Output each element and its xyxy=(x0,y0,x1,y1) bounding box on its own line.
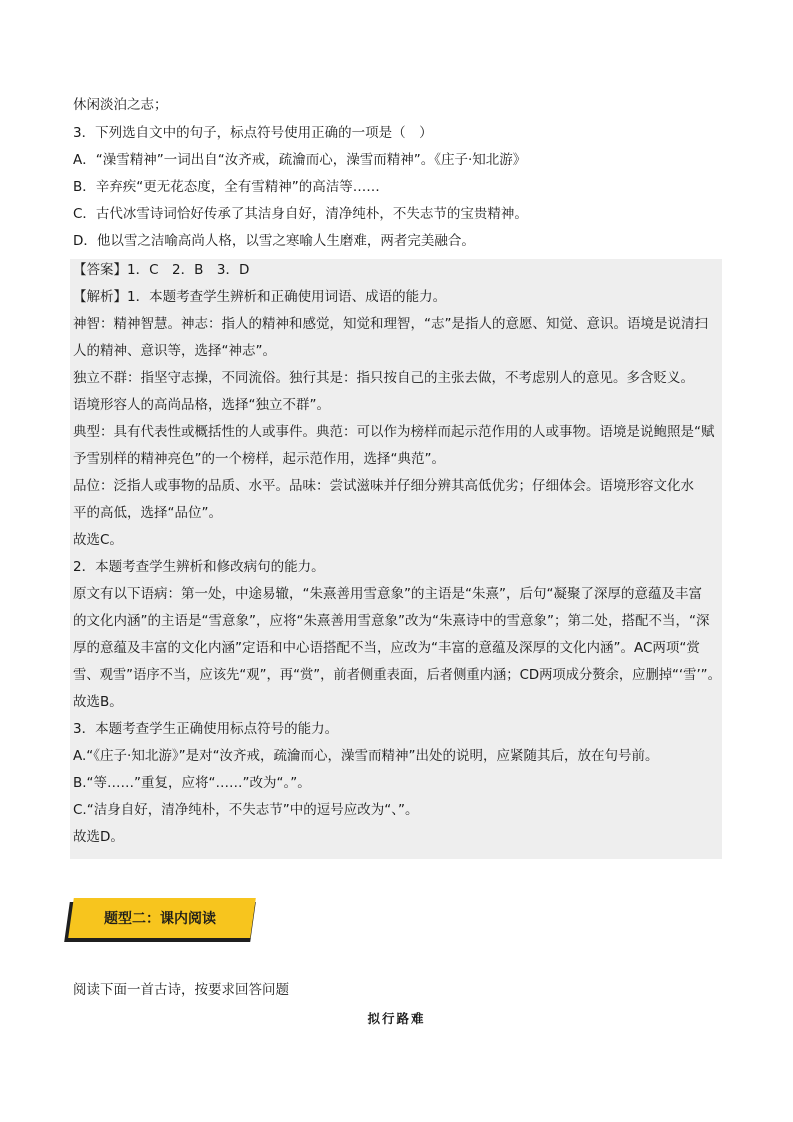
section-title: 题型二：课内阅读 xyxy=(104,911,216,927)
reading-intro: 阅读下面一首古诗，按要求回答问题 xyxy=(73,982,289,998)
analysis-line: 语境形容人的高尚品格，选择“独立不群”。 xyxy=(73,397,330,413)
analysis-line: 品位：泛指人或事物的品质、水平。品味：尝试滋味并仔细分辨其高低优劣；仔细体会。语境形容文化水 xyxy=(73,478,694,494)
question-3: 3．下列选自文中的句子，标点符号使用正确的一项是（ ） xyxy=(73,125,433,141)
analysis-line: 原文有以下语病：第一处，中途易辙，“朱熹善用雪意象”的主语是“朱熹”，后句“凝聚了深厚的意蕴及丰富 xyxy=(73,586,702,602)
analysis-line: 雪、观雪”语序不当，应该先“观”，再“赏”，前者侧重表面，后者侧重内涵；CD两项成分赘余，应删掉“‘雪’”。 xyxy=(73,667,721,683)
option-b: B．辛弃疾“更无花态度，全有雪精神”的高洁等…… xyxy=(73,179,380,195)
analysis-line: 予雪别样的精神亮色”的一个榜样，起示范作用，选择“典范”。 xyxy=(73,451,445,467)
poem-title: 拟行路难 xyxy=(367,1011,426,1026)
section-banner xyxy=(67,898,253,942)
analysis-line: B.“等……”重复，应将“……”改为“。”。 xyxy=(73,775,311,791)
analysis-line: 故选B。 xyxy=(73,694,123,710)
text-line: 休闲淡泊之志； xyxy=(73,97,168,113)
analysis-line: 神智：精神智慧。神志：指人的精神和感觉，知觉和理智，“志”是指人的意愿、知觉、意识。语境是说清扫 xyxy=(73,316,708,332)
analysis-line: 【解析】1．本题考查学生辨析和正确使用词语、成语的能力。 xyxy=(73,289,447,305)
option-c: C．古代冰雪诗词恰好传承了其洁身自好，清净纯朴，不失志节的宝贵精神。 xyxy=(73,206,528,222)
option-d: D．他以雪之洁喻高尚人格，以雪之寒喻人生磨难，两者完美融合。 xyxy=(73,233,475,249)
analysis-line: 平的高低，选择“品位”。 xyxy=(73,505,222,521)
analysis-line: 故选C。 xyxy=(73,532,123,548)
analysis-line: 典型：具有代表性或概括性的人或事件。典范：可以作为榜样而起示范作用的人或事物。语境是说鲍照是“赋 xyxy=(73,424,715,440)
option-a: A．“澡雪精神”一词出自“汝齐戒，疏瀹而心，澡雪而精神”。《庄子·知北游》 xyxy=(73,152,527,168)
analysis-line: 2．本题考查学生辨析和修改病句的能力。 xyxy=(73,559,325,575)
answer-line: 【答案】1．C 2．B 3．D xyxy=(73,262,250,278)
analysis-line: 厚的意蕴及丰富的文化内涵”定语和中心语搭配不当，应改为“丰富的意蕴及深厚的文化内涵”。AC两项“赏 xyxy=(73,640,700,656)
analysis-line: 独立不群：指坚守志操，不同流俗。独行其是：指只按自己的主张去做，不考虑别人的意见。多含贬义。 xyxy=(73,370,694,386)
analysis-line: C.“洁身自好，清净纯朴，不失志节”中的逗号应改为“、”。 xyxy=(73,802,419,818)
analysis-line: A.“《庄子·知北游》”是对“汝齐戒，疏瀹而心，澡雪而精神”出处的说明，应紧随其后，放在句号前。 xyxy=(73,748,659,764)
analysis-line: 故选D。 xyxy=(73,829,124,845)
analysis-line: 的文化内涵”的主语是“雪意象”，应将“朱熹善用雪意象”改为“朱熹诗中的雪意象”；第二处，搭配不当，“深 xyxy=(73,613,710,629)
analysis-line: 人的精神、意识等，选择“神志”。 xyxy=(73,343,276,359)
analysis-line: 3．本题考查学生正确使用标点符号的能力。 xyxy=(73,721,339,737)
